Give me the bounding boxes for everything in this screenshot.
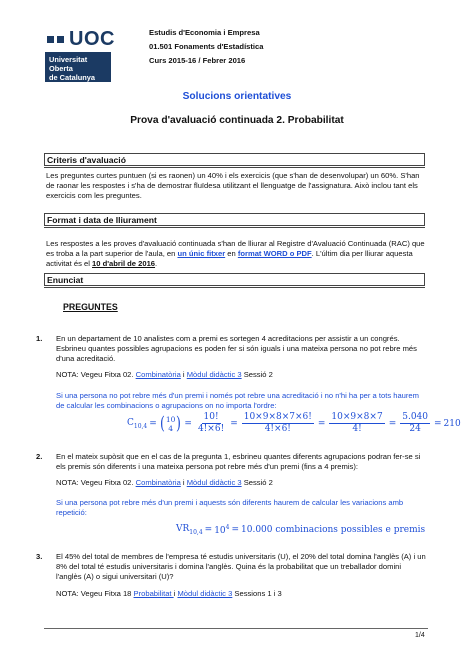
page-number: 1/4 — [415, 632, 425, 639]
q1-formula-lhs: $C_{10,4}$ — [127, 417, 148, 430]
q3-link-modul[interactable]: Mòdul didàctic 3 — [177, 589, 233, 598]
criteria-text: Les preguntes curtes puntuen (si es raonen) un 40% i els exercicis (que s'han de desenvolupar) un 60%. S'han de raonar les respostes i s'ha de demostrar fluïdesa utilitzant el llenguatge de l'assignatura. Això inclou tant els exercicis com les preguntes. — [46, 171, 420, 200]
file-format-emphasis: format WORD o PDF — [237, 249, 312, 258]
uoc-logo — [45, 26, 115, 82]
q3-text: El 45% del total de membres de l'empresa té estudis universitaris (U), el 20% del total domina l'anglès (A) i un 8% del total té estudis universitaris i domina l'anglès. Quina és la probabilitat que un treballador domini l'anglès (A) o sigui universitari (U)? — [56, 552, 426, 581]
q2-answer: Si una persona pot rebre més d'un premi i aquests són diferents haurem de calcular les variacions amb repetició: — [56, 498, 404, 517]
solutions-title: Solucions orientatives — [182, 91, 292, 102]
q2-formula: $VR_{10,4}$ = $10^4$ = 10.000 combinacions possibles e premis — [176, 524, 426, 536]
exam-title: Prova d'avaluació continuada 2. Probabilitat — [130, 115, 344, 126]
logo-line1: Universitat Oberta — [49, 55, 88, 73]
q1-text: En un departament de 10 analistes com a premi es sortegen 4 acreditacions per assistir a un congrés. Esbrineu quantes possibles agrupacions es poden fer si són iguals i una mateixa persona no pot rebre més d'una acreditació. — [56, 334, 417, 363]
header-term: Curs 2015-16 / Febrer 2016 — [149, 56, 246, 65]
q1-answer: Si una persona no pot rebre més d'un premi i només pot rebre una acreditació i no n'hi ha per a tots haurem de calcular les combinacions o agrupacions on no importa l'ordre: — [56, 391, 419, 410]
q1-fraction-3: $\frac{10\times 9\times 8\times 7}{4!}$ — [331, 412, 383, 434]
header-course: 01.501 Fonaments d'Estadística — [149, 42, 264, 51]
q3-number: 3. — [36, 552, 43, 561]
q2-link-modul[interactable]: Mòdul didàctic 3 — [186, 478, 242, 487]
q2-result: 10.000 combinacions possibles e premis — [241, 525, 426, 535]
logo-box — [45, 52, 111, 82]
logo-line2: de Catalunya — [49, 73, 96, 82]
deadline-emphasis: 10 d'abril de 2016 — [92, 259, 156, 268]
q1-fraction-4: $\frac{5.040}{24}$ — [402, 412, 428, 434]
q1-link-combinatoria[interactable]: Combinatòria — [135, 370, 181, 379]
q2-number: 2. — [36, 452, 43, 461]
q3-link-probabilitat[interactable]: Probabilitat — [133, 589, 174, 598]
q2-formula-lhs: $VR_{10,4}$ — [176, 524, 203, 536]
q1-result: 210 — [443, 418, 461, 429]
q1-number: 1. — [36, 334, 43, 343]
q2-note: NOTA: Vegeu Fitxa 02. Combinatòria i Mòdul didàctic 3 Sessió 2 — [56, 478, 273, 487]
q2-link-combinatoria[interactable]: Combinatòria — [135, 478, 181, 487]
logo-word: UOC — [69, 28, 115, 50]
q2-text: En el mateix supòsit que en el cas de la pregunta 1, esbrineu quantes diferents agrupacions podran fer-se si els premis són diferents i una mateixa persona pot rebre més d'un premi (fins a 4 premis): — [56, 452, 421, 471]
q1-fraction-2: $\frac{10\times 9\times 8\times 7\times 6!}{4!\times 6!}$ — [243, 412, 312, 434]
q1-note: NOTA: Vegeu Fitxa 02. Combinatòria i Mòdul didàctic 3 Sessió 2 — [56, 370, 273, 379]
logo-mark — [45, 28, 115, 50]
q3-note: NOTA: Vegeu Fitxa 18 Probabilitat i Mòdul didàctic 3 Sessions 1 i 3 — [56, 589, 282, 598]
footer-divider — [44, 628, 428, 629]
q1-formula: $C_{10,4}$ = ( 10 4 ) = $\frac{10!}{4!\times 6!}$ = $\frac{10\times 9\times 8\times 7\times 6!}{4!\times 6!}$ = $\frac{10\times 9\times 8\times 7}{4!}$ = $\frac{5.040}{24}$ = 210 — [127, 412, 461, 434]
header-school: Estudis d'Economia i Empresa — [149, 28, 260, 37]
format-heading: Format i data de lliurament — [44, 213, 425, 226]
statement-heading: Enunciat — [44, 273, 425, 286]
single-file-emphasis: un únic fitxer — [177, 249, 226, 258]
questions-heading: PREGUNTES — [63, 302, 118, 312]
q1-link-modul[interactable]: Mòdul didàctic 3 — [186, 370, 242, 379]
criteria-heading: Criteris d'avaluació — [44, 153, 425, 166]
q1-binomial: ( 10 4 ) — [159, 412, 182, 434]
q1-fraction-1: $\frac{10!}{4!\times 6!}$ — [197, 412, 225, 434]
format-text: Les respostes a les proves d'avaluació continuada s'han de lliurar al Registre d'Avaluació Continuada (RAC) que es troba a la part superior de l'aula, en un únic fitxer en format WORD o PDF. L'últim dia per lliurar aquesta activitat és el 10 d'abril de 2016. — [46, 239, 425, 268]
q2-power: $10^4$ — [214, 524, 230, 536]
